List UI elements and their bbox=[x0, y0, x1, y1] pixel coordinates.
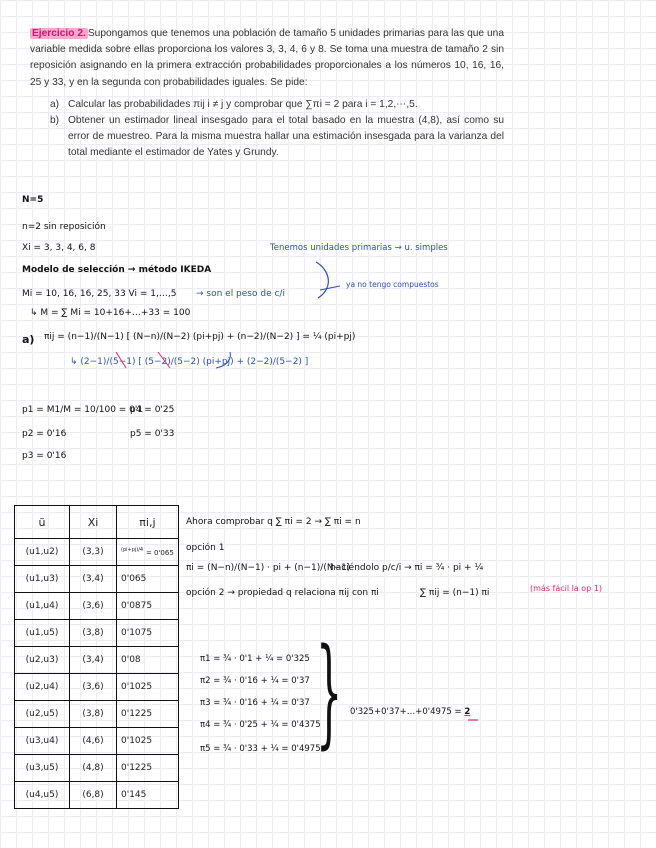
exercise-label: Ejercicio 2. bbox=[32, 28, 86, 39]
note-model: Modelo de selección → método IKEDA bbox=[22, 265, 212, 275]
table-header-unit: ũ bbox=[15, 506, 70, 539]
note-units: Tenemos unidades primarias → u. simples bbox=[270, 243, 448, 253]
note-p4: p4 = 0'25 bbox=[130, 405, 175, 415]
table-header-x: Xi bbox=[70, 506, 117, 539]
note-n-pop: N=5 bbox=[22, 195, 44, 205]
check-line-3: π3 = ¾ · 0'16 + ¼ = 0'37 bbox=[200, 698, 310, 708]
note-p1: p1 = M1/M = 10/100 = 0'1 bbox=[22, 405, 144, 415]
note-xi: Xi = 3, 3, 4, 6, 8 bbox=[22, 243, 96, 253]
table-cell-first: $^{(pi+pj)/4}$ = 0'065 bbox=[117, 539, 179, 566]
note-mi: Mi = 10, 16, 16, 25, 33 Vi = 1,…,5 bbox=[22, 289, 177, 299]
table-row: (u2,u5) (3,8) 0'1225 bbox=[15, 701, 179, 728]
check-option1-note: haciéndolo p/c/i → πi = ¾ · pi + ¼ bbox=[330, 563, 484, 573]
table-row: (u4,u5) (6,8) 0'145 bbox=[15, 782, 179, 809]
table-header-pi: πi,j bbox=[117, 506, 179, 539]
pairs-table bbox=[14, 505, 179, 809]
note-mi-weight: → son el peso de c/i bbox=[196, 289, 285, 299]
check-option2-formula: ∑ πij = (n−1) πi bbox=[420, 588, 490, 598]
bracket-stroke bbox=[316, 262, 328, 298]
item-text: Obtener un estimador lineal insesgado para el total basado en la muestra (4,8), así como su error de muestreo. Para la misma muestra hallar una estimación insesgada para la varianza del total mediante el estimador de Yates y Grundy. bbox=[68, 115, 504, 159]
brace-symbol: } bbox=[316, 622, 343, 760]
note-a-label: a) bbox=[22, 333, 35, 346]
note-pi-substitution: ↳ (2−1)/(5−1) [ (5−2)/(5−2) (pi+pj) + (2−2)/(5−2) ] bbox=[70, 357, 309, 367]
arrow-stroke bbox=[216, 352, 230, 368]
item-text: Calcular las probabilidades πij i ≠ j y comprobar que ∑πi = 2 para i = 1,2,⋯,5. bbox=[68, 98, 418, 110]
check-line-5: π5 = ¾ · 0'33 + ¼ = 0'4975 bbox=[200, 744, 321, 754]
exercise-text: Supongamos que tenemos una población de tamaño 5 unidades primarias para las que una variable medida sobre ellas proporciona los valores 3, 3, 4, 6 y 8. Se toma una muestra de tamaño 2 sin reposición asignando en la primera extracción probabilidades proporcionales a los números 10, 16, 16, 25 y 33, y en la segunda con probabilidades iguales. Se pide: bbox=[30, 28, 504, 88]
item-marker: a) bbox=[50, 98, 60, 110]
note-pi-formula: πij = (n−1)/(N−1) [ (N−n)/(N−2) (pi+pj) + (n−2)/(N−2) ] = ¼ (pi+pj) bbox=[44, 332, 356, 342]
check-option1-label: opción 1 bbox=[186, 543, 225, 553]
table-row: (u1,u3) (3,4) 0'065 bbox=[15, 566, 179, 593]
table-row: (u1,u2) (3,3) $^{(pi+pj)/4}$ = 0'065 bbox=[15, 539, 179, 566]
check-option2-note: (más fácil la op 1) bbox=[530, 584, 603, 593]
check-option2: opción 2 → propiedad q relaciona πij con πi bbox=[186, 588, 379, 598]
cancel-stroke bbox=[158, 352, 170, 368]
note-p3: p3 = 0'16 bbox=[22, 451, 67, 461]
table-row: (u3,u4) (4,6) 0'1025 bbox=[15, 728, 179, 755]
check-option1-formula: πi = (N−n)/(N−1) · pi + (n−1)/(N−1) bbox=[186, 563, 351, 573]
table-row: (u2,u4) (3,6) 0'1025 bbox=[15, 674, 179, 701]
item-marker: b) bbox=[50, 115, 60, 127]
cancel-stroke bbox=[116, 352, 126, 368]
check-title: Ahora comprobar q ∑ πi = 2 → ∑ πi = n bbox=[186, 517, 361, 527]
table-row: (u1,u5) (3,8) 0'1075 bbox=[15, 620, 179, 647]
note-n-sample: n=2 sin reposición bbox=[22, 222, 106, 232]
check-line-4: π4 = ¾ · 0'25 + ¼ = 0'4375 bbox=[200, 720, 321, 730]
table-header-row bbox=[15, 506, 179, 539]
note-p5: p5 = 0'33 bbox=[130, 429, 175, 439]
note-p2: p2 = 0'16 bbox=[22, 429, 67, 439]
note-compound: ya no tengo compuestos bbox=[346, 280, 439, 289]
check-sum: 0'325+0'37+…+0'4975 = 2 bbox=[350, 707, 471, 717]
note-m-total: ↳ M = ∑ Mi = 10+16+…+33 = 100 bbox=[30, 308, 191, 318]
table-row: (u2,u3) (3,4) 0'08 bbox=[15, 647, 179, 674]
table-row: (u1,u4) (3,6) 0'0875 bbox=[15, 593, 179, 620]
check-line-2: π2 = ¾ · 0'16 + ¼ = 0'37 bbox=[200, 676, 310, 686]
table-row: (u3,u5) (4,8) 0'1225 bbox=[15, 755, 179, 782]
arrow-stroke bbox=[320, 286, 340, 290]
check-line-1: π1 = ¾ · 0'1 + ¼ = 0'325 bbox=[200, 654, 310, 664]
